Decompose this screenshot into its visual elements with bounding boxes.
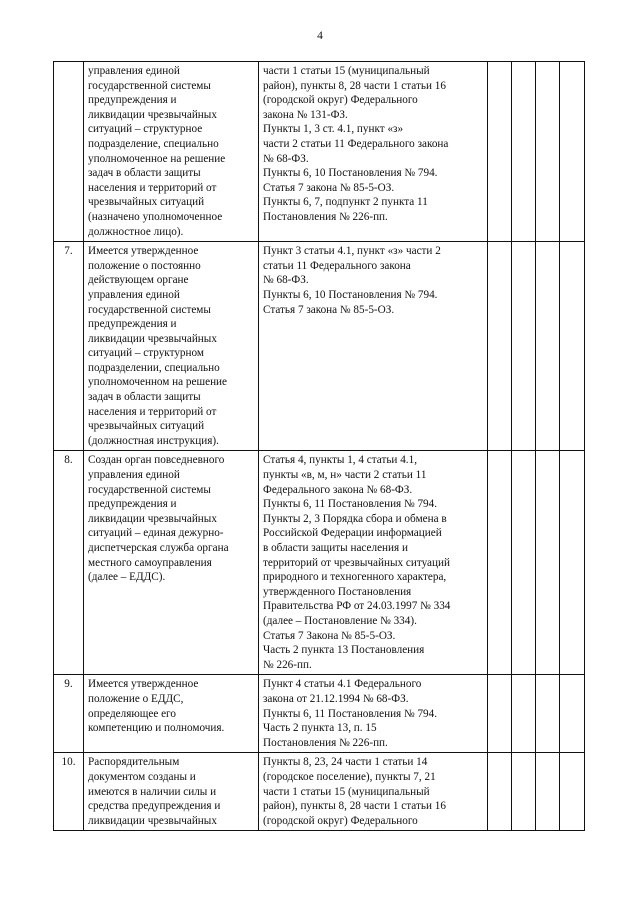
- requirement-line: (должностная инструкция).: [88, 434, 219, 447]
- requirement-line: Имеется утвержденное: [88, 678, 199, 691]
- reference-line: (городское поселение), пункты 7, 21: [263, 770, 436, 783]
- reference-line: Федерального закона № 68-ФЗ.: [263, 483, 413, 496]
- requirement-line: управления единой: [88, 65, 180, 77]
- reference-line: в области защиты населения и: [263, 542, 408, 554]
- requirement-line: чрезвычайных ситуаций: [88, 420, 205, 433]
- answer-cell: [512, 62, 536, 242]
- reference-line: части 1 статьи 15 (муниципальный: [263, 785, 430, 798]
- reference-line: Правительства РФ от 24.03.1997 № 334: [263, 600, 451, 613]
- requirement-line: подразделение, специально: [88, 137, 219, 150]
- answer-cell: [560, 62, 585, 242]
- row-number: 8.: [54, 451, 84, 675]
- requirement-line: определяющее его: [88, 707, 176, 720]
- reference-line: Постановления № 226-пп.: [263, 736, 388, 749]
- answer-cell: [488, 675, 512, 753]
- reference-line: Часть 2 пункта 13 Постановления: [263, 644, 425, 657]
- reference-line: Пункты 6, 11 Постановления № 794.: [263, 707, 438, 720]
- answer-cell: [512, 675, 536, 753]
- answer-cell: [536, 62, 560, 242]
- requirement-line: Создан орган повседневного: [88, 454, 225, 467]
- answer-cell: [488, 242, 512, 451]
- requirement-line: ликвидации чрезвычайных: [88, 814, 217, 827]
- requirement-line: (назначено уполномоченное: [88, 210, 223, 223]
- reference-line: (далее – Постановление № 334).: [263, 614, 417, 627]
- answer-cell: [512, 753, 536, 831]
- requirement-line: ситуаций – единая дежурно-: [88, 527, 224, 540]
- requirement-line: населения и территорий от: [88, 405, 217, 418]
- reference-line: закона № 131-ФЗ.: [263, 108, 348, 121]
- reference-line: Пункт 4 статьи 4.1 Федерального: [263, 678, 422, 691]
- reference-line: закона от 21.12.1994 № 68-ФЗ.: [263, 692, 409, 705]
- answer-cell: [560, 451, 585, 675]
- reference-line: № 68-ФЗ.: [263, 274, 309, 287]
- reference-line: Статья 7 закона № 85-5-ОЗ.: [263, 181, 395, 194]
- answer-cell: [536, 753, 560, 831]
- reference-line: район), пункты 8, 28 части 1 статьи 16: [263, 800, 446, 813]
- table-row: [54, 675, 585, 753]
- requirement-line: Имеется утвержденное: [88, 245, 199, 258]
- requirement-line: предупреждения и: [88, 498, 177, 511]
- requirement-cell: [84, 753, 259, 831]
- requirement-line: государственной системы: [88, 483, 211, 496]
- page-number: 4: [317, 30, 323, 42]
- requirement-line: населения и территорий от: [88, 181, 217, 194]
- requirement-cell: [84, 451, 259, 675]
- legal-reference-cell: [259, 451, 488, 675]
- answer-cell: [560, 753, 585, 831]
- reference-line: Пункты 6, 10 Постановления № 794.: [263, 288, 438, 301]
- requirement-line: Распорядительным: [88, 756, 180, 769]
- legal-reference-cell: [259, 62, 488, 242]
- answer-cell: [536, 451, 560, 675]
- requirement-line: подразделении, специально: [88, 361, 220, 374]
- requirement-cell: [84, 675, 259, 753]
- reference-line: Российской Федерации информацией: [263, 527, 442, 540]
- requirement-line: ситуаций – структурном: [88, 347, 204, 360]
- answer-cell: [488, 62, 512, 242]
- requirement-line: ликвидации чрезвычайных: [88, 108, 217, 121]
- reference-line: пункты «в, м, н» части 2 статьи 11: [263, 469, 427, 482]
- reference-line: Пункты 8, 23, 24 части 1 статьи 14: [263, 756, 428, 769]
- requirement-line: задач в области защиты: [88, 167, 201, 180]
- legal-reference-cell: [259, 675, 488, 753]
- reference-line: части 2 статьи 11 Федерального закона: [263, 137, 449, 150]
- requirement-line: действующем органе: [88, 274, 189, 287]
- reference-line: (городской округ) Федерального: [263, 814, 418, 827]
- requirement-cell: [84, 62, 259, 242]
- reference-line: (городской округ) Федерального: [263, 94, 418, 107]
- requirement-line: ликвидации чрезвычайных: [88, 512, 217, 525]
- answer-cell: [512, 242, 536, 451]
- requirement-cell: [84, 242, 259, 451]
- reference-line: Пункты 1, 3 ст. 4.1, пункт «з»: [263, 123, 404, 136]
- requirement-line: компетенцию и полномочия.: [88, 722, 225, 735]
- reference-line: Статья 4, пункты 1, 4 статьи 4.1,: [263, 454, 417, 467]
- reference-line: Постановления № 226-пп.: [263, 210, 388, 223]
- requirement-line: положение о постоянно: [88, 259, 201, 272]
- reference-line: Пункты 6, 11 Постановления № 794.: [263, 498, 438, 511]
- reference-line: Пункты 6, 7, подпункт 2 пункта 11: [263, 196, 428, 209]
- reference-line: территорий от чрезвычайных ситуаций: [263, 556, 450, 569]
- requirement-line: предупреждения и: [88, 94, 177, 107]
- reference-line: Пункты 6, 10 Постановления № 794.: [263, 167, 438, 180]
- reference-line: Статья 7 Закона № 85-5-ОЗ.: [263, 629, 396, 642]
- answer-cell: [512, 451, 536, 675]
- requirement-line: имеются в наличии силы и: [88, 785, 217, 798]
- answer-cell: [488, 451, 512, 675]
- requirement-line: уполномоченном на решение: [88, 376, 228, 389]
- requirement-line: местного самоуправления: [88, 556, 212, 569]
- row-number: [54, 62, 84, 242]
- legal-reference-cell: [259, 242, 488, 451]
- reference-line: Часть 2 пункта 13, п. 15: [263, 722, 377, 735]
- table-row: [54, 451, 585, 675]
- answer-cell: [536, 242, 560, 451]
- reference-line: Пункт 3 статьи 4.1, пункт «з» части 2: [263, 245, 441, 258]
- reference-line: природного и техногенного характера,: [263, 571, 447, 584]
- requirement-line: управления единой: [88, 288, 180, 301]
- requirement-line: средства предупреждения и: [88, 800, 221, 813]
- row-number: 7.: [54, 242, 84, 451]
- checklist-table: [53, 61, 585, 831]
- requirement-line: управления единой: [88, 469, 180, 482]
- requirement-line: (далее – ЕДДС).: [88, 571, 166, 584]
- requirement-line: уполномоченное на решение: [88, 152, 226, 165]
- requirement-line: ситуаций – структурное: [88, 123, 203, 136]
- requirement-line: государственной системы: [88, 303, 211, 316]
- reference-line: Статья 7 закона № 85-5-ОЗ.: [263, 303, 395, 316]
- table-row: [54, 242, 585, 451]
- reference-line: утвержденного Постановления: [263, 585, 412, 598]
- requirement-line: документом созданы и: [88, 770, 196, 783]
- requirement-line: задач в области защиты: [88, 391, 201, 404]
- reference-line: район), пункты 8, 28 части 1 статьи 16: [263, 79, 446, 92]
- reference-line: № 226-пп.: [263, 658, 312, 671]
- reference-line: статьи 11 Федерального закона: [263, 259, 411, 272]
- answer-cell: [488, 753, 512, 831]
- legal-reference-cell: [259, 753, 488, 831]
- row-number: 10.: [54, 753, 84, 831]
- reference-line: Пункты 2, 3 Порядка сбора и обмена в: [263, 512, 447, 525]
- requirement-line: положение о ЕДДС,: [88, 692, 184, 705]
- answer-cell: [560, 675, 585, 753]
- requirement-line: государственной системы: [88, 79, 211, 92]
- table-row: [54, 62, 585, 242]
- reference-line: № 68-ФЗ.: [263, 152, 309, 165]
- answer-cell: [560, 242, 585, 451]
- requirement-line: чрезвычайных ситуаций: [88, 196, 205, 209]
- requirement-line: предупреждения и: [88, 318, 177, 331]
- requirement-line: диспетчерская служба органа: [88, 542, 229, 554]
- answer-cell: [536, 675, 560, 753]
- requirement-line: ликвидации чрезвычайных: [88, 332, 217, 345]
- reference-line: части 1 статьи 15 (муниципальный: [263, 65, 430, 77]
- row-number: 9.: [54, 675, 84, 753]
- table-row: [54, 753, 585, 831]
- requirement-line: должностное лицо).: [88, 225, 184, 238]
